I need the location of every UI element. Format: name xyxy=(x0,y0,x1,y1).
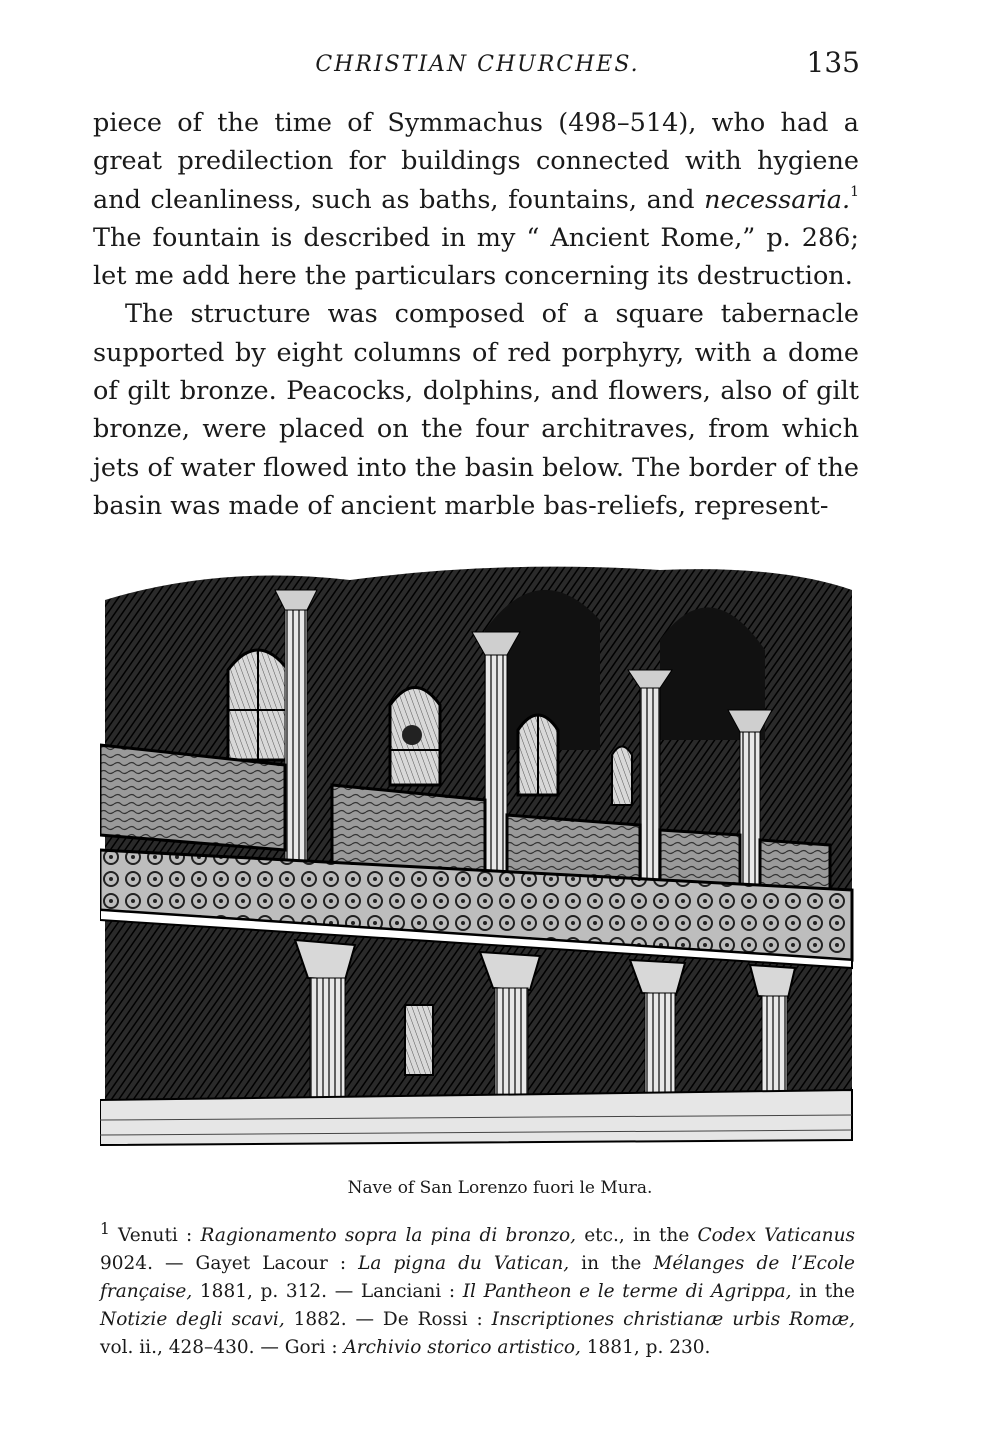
running-head xyxy=(95,46,860,86)
footnote-title: Mélanges de l’Ecole française, xyxy=(100,1253,855,1303)
paragraph-1-text-a: piece of the time of Symmachus (498–514), who had a great predilection for buildings connected with hygiene and cleanliness, such as baths, fountains, and xyxy=(93,108,859,215)
running-title: CHRISTIAN CHURCHES. xyxy=(315,52,640,77)
footnote-title: Archivio storico artistico, xyxy=(343,1337,581,1359)
nave-engraving xyxy=(100,560,855,1165)
footnote-title: La pigna du Vatican, xyxy=(358,1253,570,1275)
footnote-ref: 1 xyxy=(850,183,859,200)
window-3 xyxy=(518,715,558,795)
body-text xyxy=(93,104,859,525)
footnote-text: 9024. — Gayet Lacour : xyxy=(100,1253,359,1275)
footnote-text: etc., in the xyxy=(576,1225,698,1247)
footnote-title: Notizie degli scavi, xyxy=(100,1309,285,1331)
footnote-title: Il Pantheon e le terme di Agrippa, xyxy=(462,1281,792,1303)
footnote-text: 1882. — De Rossi : xyxy=(284,1309,492,1331)
italic-necessaria: necessaria. xyxy=(704,184,851,215)
footnote-text: Venuti : xyxy=(109,1225,201,1247)
footnote-title: Inscriptiones christianæ urbis Romæ, xyxy=(491,1309,856,1331)
footnote-title: Codex Vaticanus xyxy=(697,1225,856,1247)
paragraph-2: The structure was composed of a square tabernacle supported by eight columns of red porphyry, with a dome of gilt bronze. Peacocks, dolphins, and flowers, also of gilt bronze, were placed on the four architraves, from which jets of water flowed into the basin below. The border of the basin was made of ancient marble bas-reliefs, represent- xyxy=(93,299,859,521)
footnote-text: vol. ii., 428–430. — Gori : xyxy=(100,1337,344,1359)
footnote-number: 1 xyxy=(100,1220,110,1238)
figure-caption: Nave of San Lorenzo fuori le Mura. xyxy=(347,1178,653,1198)
page-number: 135 xyxy=(806,46,860,79)
footnote-text: in the xyxy=(569,1253,654,1275)
engraving-illustration xyxy=(100,560,855,1165)
footnote-text: 1881, p. 230. xyxy=(580,1337,711,1359)
paragraph-1-text-b: The fountain is described in my “ Ancient Rome,” p. 286; let me add here the particulars concerning its destruction. xyxy=(93,222,859,292)
paragraph-1 xyxy=(93,104,859,295)
footnote-title: Ragionamento sopra la pina di bronzo, xyxy=(200,1225,577,1247)
footnote-text: 1881, p. 312. — Lanciani : xyxy=(192,1281,463,1303)
window-2 xyxy=(390,688,440,786)
window-4 xyxy=(612,747,632,806)
footnote xyxy=(100,1215,855,1362)
footnote-text: in the xyxy=(791,1281,855,1303)
window-1 xyxy=(228,650,288,760)
